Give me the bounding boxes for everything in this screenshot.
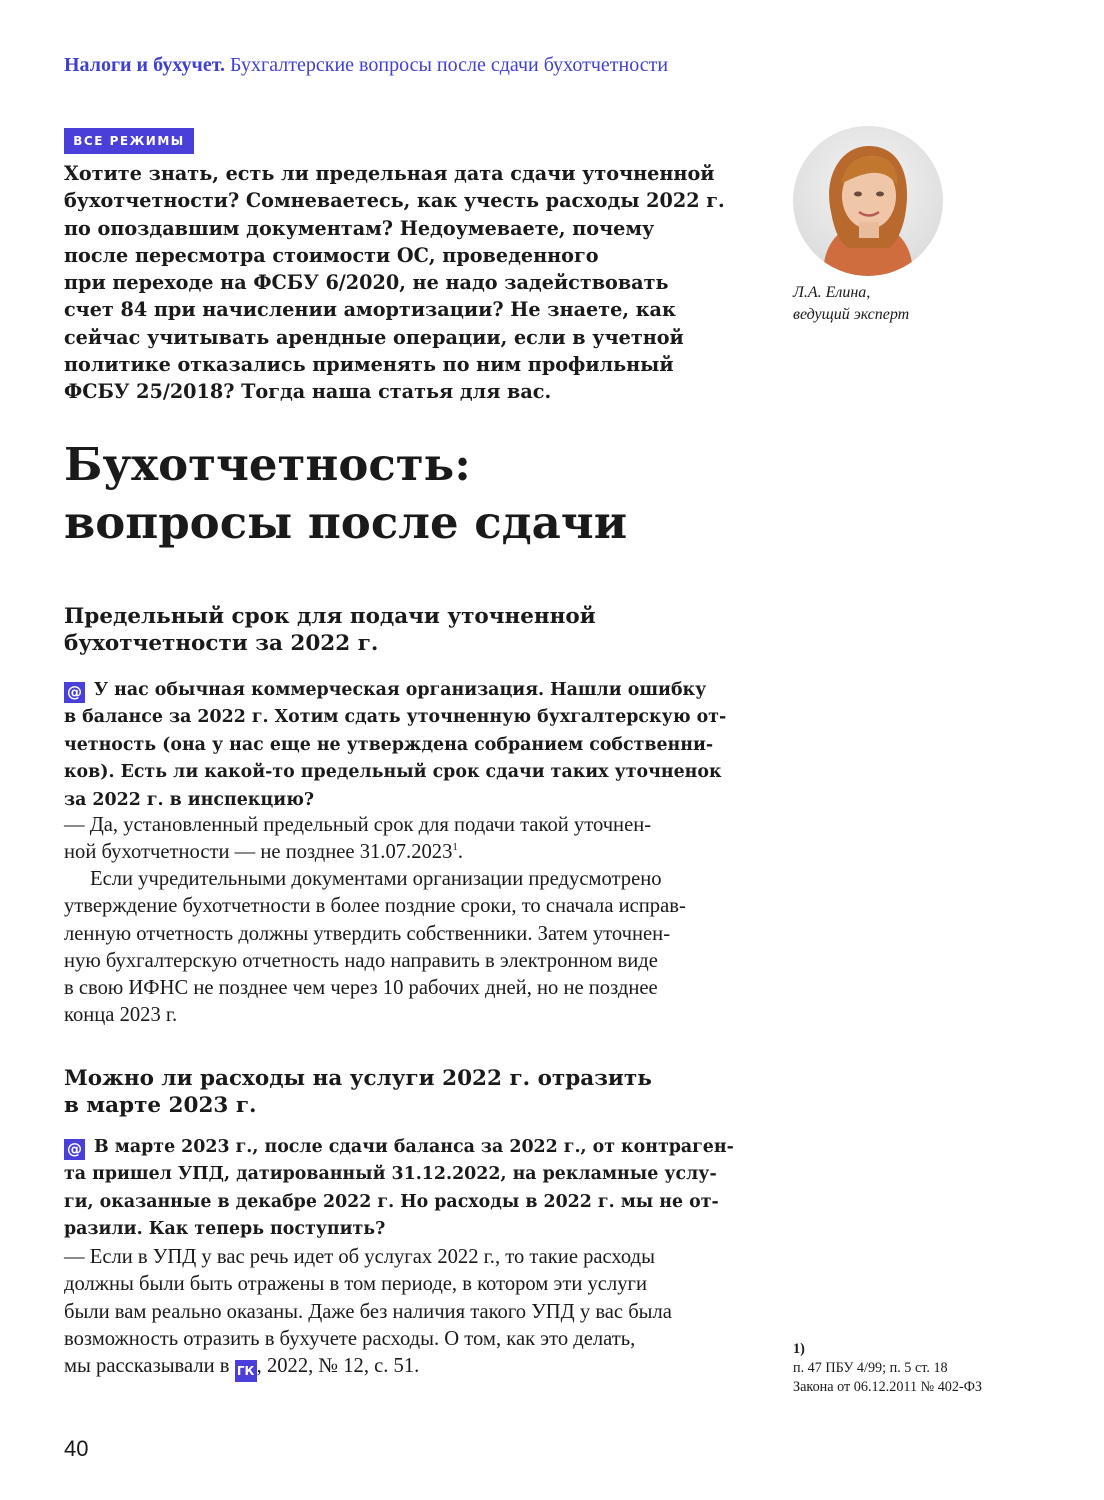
question-line: ги, оказанные в декабре 2022 г. Но расходы в 2022 г. мы не от- <box>64 1191 719 1212</box>
author-portrait-icon <box>793 126 943 276</box>
heading-line: в марте 2023 г. <box>64 1093 257 1118</box>
question-line: та пришел УПД, датированный 31.12.2022, на рекламные услу- <box>64 1164 717 1185</box>
question-line: в балансе за 2022 г. Хотим сдать уточненную бухгалтерскую от- <box>64 707 727 728</box>
footnote <box>793 1340 982 1397</box>
paragraph-line: ленную отчетность должны утвердить собственники. Затем уточнен- <box>64 922 671 945</box>
lead-line: ФСБУ 25/2018? Тогда наша статья для вас. <box>64 380 552 404</box>
question-line: У нас обычная коммерческая организация. Нашли ошибку <box>94 680 707 700</box>
email-question-icon: @ <box>64 682 85 703</box>
header-subtitle: Бухгалтерские вопросы после сдачи бухотчетности <box>230 54 669 76</box>
page-number: 40 <box>64 1436 89 1461</box>
lead-line: после пересмотра стоимости ОС, проведенного <box>64 243 599 267</box>
question-line: четность (она у нас еще не утверждена собранием собственни- <box>64 734 714 755</box>
section1-heading <box>64 603 596 657</box>
question-line: разили. Как теперь поступить? <box>64 1219 386 1240</box>
section1-question <box>64 677 740 814</box>
paragraph-line: ную бухгалтерскую отчетность надо направить в электронном виде <box>64 949 658 972</box>
answer-line-end: . <box>457 841 464 864</box>
footnote-ref: 1 <box>452 841 458 854</box>
lead-line: бухотчетности? Сомневаетесь, как учесть расходы 2022 г. <box>64 189 725 213</box>
lead-line: счет 84 при начислении амортизации? Не знаете, как <box>64 298 676 322</box>
answer-line: — Да, установленный предельный срок для подачи такой уточнен- <box>64 814 652 836</box>
answer-line: были вам реально оказаны. Даже без наличия такого УПД у вас была <box>64 1300 672 1323</box>
gk-journal-icon: ГК <box>235 1360 257 1382</box>
heading-line: Предельный срок для подачи уточненной <box>64 604 596 629</box>
section2-heading <box>64 1065 652 1119</box>
section1-answer <box>64 812 740 867</box>
running-header <box>64 54 668 77</box>
lead-line: Хотите знать, есть ли предельная дата сдачи уточненной <box>64 162 715 185</box>
heading-line: Можно ли расходы на услуги 2022 г. отразить <box>64 1066 652 1091</box>
footnote-number: 1) <box>793 1341 805 1357</box>
header-section: Налоги и бухучет. <box>64 54 226 76</box>
paragraph-line: конца 2023 г. <box>64 1004 178 1027</box>
answer-line: — Если в УПД у вас речь идет об услугах 2022 г., то такие расходы <box>64 1246 655 1268</box>
article-title <box>64 436 627 552</box>
lead-paragraph <box>64 160 764 406</box>
paragraph-line: Если учредительными документами организации предусмотрено <box>90 868 662 890</box>
answer-line: ной бухотчетности — не позднее 31.07.2023 <box>64 841 453 864</box>
lead-line: сейчас учитывать арендные операции, если в учетной <box>64 325 684 349</box>
section2-answer <box>64 1244 740 1382</box>
answer-line-end: , 2022, № 12, с. 51. <box>256 1355 420 1378</box>
lead-line: при переходе на ФСБУ 6/2020, не надо задействовать <box>64 271 669 295</box>
lead-line: политике отказались применять по ним профильный <box>64 353 674 377</box>
title-line: Бухотчетность: <box>64 438 471 491</box>
section1-paragraph <box>64 866 740 1030</box>
author-photo <box>793 126 943 276</box>
question-line: В марте 2023 г., после сдачи баланса за 2022 г., от контраген- <box>94 1137 734 1157</box>
answer-line: мы рассказывали в <box>64 1355 230 1378</box>
answer-line: возможность отразить в бухучете расходы. О том, как это делать, <box>64 1327 636 1350</box>
author-caption <box>793 282 909 326</box>
regime-tag: ВСЕ РЕЖИМЫ <box>64 128 194 154</box>
question-line: за 2022 г. в инспекцию? <box>64 789 315 810</box>
footnote-line: Закона от 06.12.2011 № 402-ФЗ <box>793 1379 983 1395</box>
heading-line: бухотчетности за 2022 г. <box>64 631 379 656</box>
section2-question <box>64 1134 740 1244</box>
paragraph-line: утверждение бухотчетности в более поздние сроки, то сначала исправ- <box>64 895 686 918</box>
author-name: Л.А. Елина, <box>793 284 871 301</box>
answer-line: должны были быть отражены в том периоде, в котором эти услуги <box>64 1273 647 1296</box>
question-line: ков). Есть ли какой-то предельный срок сдачи таких уточненок <box>64 762 722 783</box>
author-role: ведущий эксперт <box>793 306 910 323</box>
paragraph-line: в свою ИФНС не позднее чем через 10 рабочих дней, но не позднее <box>64 977 658 1000</box>
footnote-line: п. 47 ПБУ 4/99; п. 5 ст. 18 <box>793 1360 948 1376</box>
email-question-icon: @ <box>64 1139 85 1160</box>
lead-line: по опоздавшим документам? Недоумеваете, почему <box>64 216 655 240</box>
title-line: вопросы после сдачи <box>64 496 628 549</box>
